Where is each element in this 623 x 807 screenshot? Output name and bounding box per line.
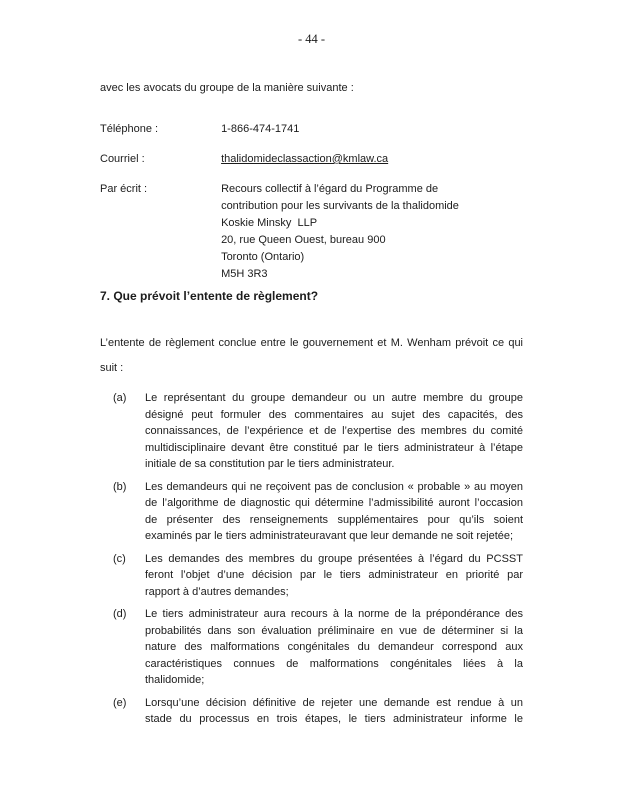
- list-item-text: [145, 390, 523, 473]
- list-item-marker: (c): [113, 552, 126, 565]
- address-line: Koskie Minsky LLP: [221, 217, 318, 229]
- list-item-line: rapport à d’autres demandes;: [145, 585, 289, 598]
- email-label: Courriel :: [100, 153, 145, 165]
- list-item-line: thalidomide;: [145, 674, 205, 686]
- intro-line: suit :: [100, 362, 124, 374]
- phone-label: Téléphone :: [100, 123, 159, 135]
- phone-value: 1-866-474-1741: [221, 123, 300, 135]
- intro-line: L’entente de règlement conclue entre le gouvernement et M. Wenham prévoit ce qui: [100, 337, 523, 349]
- address-line: Recours collectif à l’égard du Programme de: [221, 183, 439, 195]
- list-item-text: [145, 695, 523, 728]
- provisions-list: [100, 390, 523, 734]
- list-item-marker: (e): [113, 696, 127, 709]
- address-line: 20, rue Queen Ouest, bureau 900: [221, 234, 386, 246]
- list-item-a: [100, 390, 523, 473]
- list-item-line: nature des malformations congénitales du demandeur correspond aux: [145, 641, 523, 653]
- list-item-marker: (d): [113, 608, 127, 620]
- list-item-line: désigné peut formuler des commentaires au sujet des capacités, des: [145, 408, 523, 421]
- list-item-line: connaissances, de l’expérience et de l’expertise des membres du comité: [145, 425, 523, 437]
- email-link[interactable]: thalidomideclassaction@kmlaw.ca: [221, 153, 389, 165]
- address-line: Toronto (Ontario): [221, 251, 305, 263]
- list-item-line: examinés par le tiers administrateuravant que leur demande ne soit rejetée;: [145, 530, 514, 542]
- lead-sentence: avec les avocats du groupe de la manière suivante :: [100, 82, 354, 94]
- list-item-text: [145, 479, 523, 545]
- list-item-line: Les demandes des membres du groupe présentées à l’égard du PCSST: [145, 552, 523, 565]
- list-item-line: caractéristiques connues de malformations congénitales liées à la: [145, 657, 523, 670]
- mailing-address: [221, 181, 459, 283]
- list-item-c: [100, 551, 523, 601]
- list-item-line: de l’algorithme de diagnostic qui détermine l’admissibilité auront l’occasion: [145, 497, 523, 509]
- list-item-d: [100, 606, 523, 689]
- list-item-line: probabilités dans son évaluation préliminaire en vue de déterminer si la: [145, 624, 523, 637]
- list-item-line: feront l’objet d’une décision par le tiers administrateur en priorité par: [145, 569, 523, 581]
- list-item-line: Le tiers administrateur aura recours à la norme de la prépondérance des: [145, 608, 523, 620]
- list-item-marker: (b): [113, 480, 127, 493]
- list-item-marker: (a): [113, 392, 127, 404]
- contact-row-phone: [100, 121, 299, 137]
- address-line: contribution pour les survivants de la thalidomide: [221, 200, 459, 212]
- list-item-line: de présenter des renseignements supplémentaires pour qu’ils soient: [145, 513, 523, 526]
- list-item-b: [100, 479, 523, 545]
- contact-row-email: [100, 151, 388, 167]
- list-item-line: Lorsqu’une décision définitive de rejeter une demande est rendue à un: [145, 696, 523, 709]
- mail-label: Par écrit :: [100, 183, 148, 195]
- section-heading: 7. Que prévoit l’entente de règlement?: [100, 289, 319, 303]
- list-item-line: initiale de sa constitution par le tiers administrateur.: [145, 458, 395, 470]
- contact-row-mail: [100, 181, 459, 283]
- list-item-line: Le représentant du groupe demandeur ou un autre membre du groupe: [145, 392, 523, 404]
- list-item-text: [145, 606, 523, 689]
- address-line: M5H 3R3: [221, 268, 268, 280]
- page-number: - 44 -: [297, 32, 326, 46]
- list-item-e: [100, 695, 523, 728]
- section-intro: [100, 331, 523, 381]
- list-item-line: multidisciplinaire devant être constitué par le tiers administrateur à l’étape: [145, 441, 523, 454]
- list-item-text: [145, 551, 523, 601]
- list-item-line: Les demandeurs qui ne reçoivent pas de conclusion « probable » au moyen: [145, 480, 523, 493]
- list-item-line: stade du processus en trois étapes, le tiers administrateur informe le: [145, 713, 523, 725]
